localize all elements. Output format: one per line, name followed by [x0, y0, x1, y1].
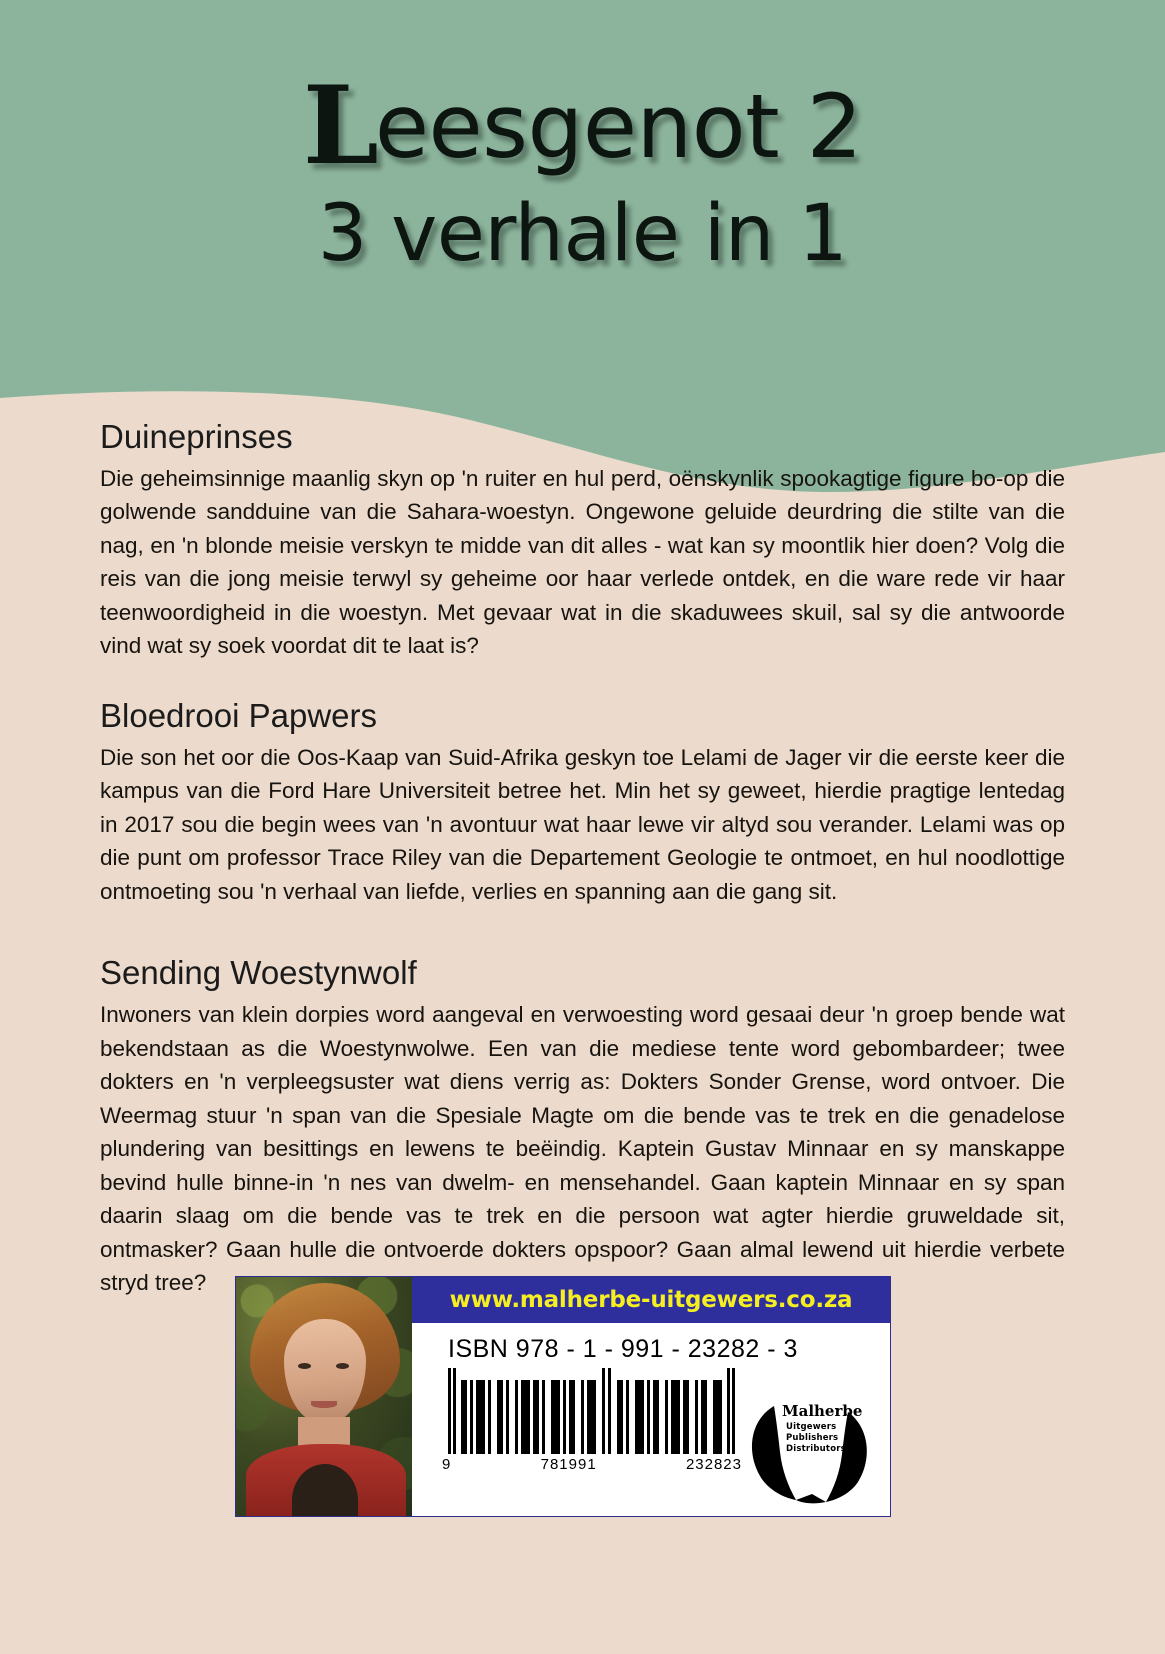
title-drop-cap: L	[302, 63, 369, 189]
author-photo	[236, 1277, 412, 1516]
publisher-logo	[744, 1390, 876, 1506]
story-body-1: Die geheimsinnige maanlig skyn op 'n ruiter en hul perd, oënskynlik spookagtige figure bo-op die golwende sandduine van die Sahara-woestyn. Ongewone geluide deurdring die stilte van die nag, en 'n blonde meisie verskyn te midde van dit alles - wat kan sy moontlik hier doen? Volg die reis van die jong meisie terwyl sy geheime oor haar verlede ontdek, en die ware rede vir haar teenwoordigheid in die woestyn. Met gevaar wat in die skaduwees skuil, sal sy die antwoorde vind wat sy soek voordat dit te laat is?	[100, 465, 1065, 659]
barcode-digit-group-1: 781991	[540, 1456, 597, 1473]
isbn-panel	[235, 1276, 891, 1517]
publisher-website-link[interactable]: www.malherbe-uitgewers.co.za	[412, 1277, 890, 1323]
story-block-sending-woestynwolf	[100, 954, 1065, 1299]
publisher-logo-line-2: Publishers	[786, 1433, 839, 1443]
story-body-3: Inwoners van klein dorpies word aangeval en verwoesting word gesaai deur 'n groep bende wat bekendstaan as die Woestynwolwe. Een van die mediese tente word gebombardeer; twee dokters en 'n verpleegsuster wat diens verrig as: Dokters Sonder Grense, word ontvoer. Die Weermag stuur 'n span van die Spesiale Magte om die bende vas te trek en die genadelose plundering van besittings en lewens te beëindig. Kaptein Gustav Minnaar en sy manskappe bevind hulle binne-in 'n nes van dwelm- en mensehandel. Gaan kaptein Minnaar en sy span daarin slaag om die bende vas te trek en die persoon wat agter hierdie gruweldade sit, ontmasker? Gaan hulle die ontvoerde dokters opspoor? Gaan almal lewend uit hierdie verbete stryd tree?	[100, 1002, 1065, 1296]
ean13-barcode	[448, 1368, 744, 1454]
isbn-text: ISBN 978 - 1 - 991 - 23282 - 3	[448, 1335, 798, 1363]
photo-eye-left	[298, 1363, 311, 1369]
barcode-digits	[442, 1456, 742, 1473]
blurb-content	[100, 418, 1065, 1330]
story-title-1: Duineprinses	[100, 418, 293, 455]
publisher-logo-line-3: Distributors	[786, 1444, 846, 1454]
publisher-logo-name: Malherbe	[782, 1402, 863, 1420]
barcode-area	[412, 1323, 890, 1516]
story-title-3: Sending Woestynwolf	[100, 954, 417, 992]
title-rest: eesgenot 2	[374, 75, 863, 178]
photo-eye-right	[336, 1363, 349, 1369]
story-block-duineprinses	[100, 418, 1065, 663]
publisher-logo-line-1: Uitgewers	[786, 1422, 837, 1432]
page-subtitle: 3 verhale in 1	[317, 189, 848, 280]
story-title-2: Bloedrooi Papwers	[100, 696, 377, 734]
story-body-2: Die son het oor die Oos-Kaap van Suid-Afrika geskyn toe Lelami de Jager vir die eerste keer die kampus van die Ford Hare Universiteit betree het. Min het sy geweet, hierdie pragtige lentedag in 2017 sou die begin wees van 'n avontuur wat haar lewe vir altyd sou verander. Lelami was op die punt om professor Trace Riley van die Departement Geologie te ontmoet, en hul noodlottige ontmoeting sou 'n verhaal van liefde, verlies en spanning aan die gang sit.	[100, 744, 1065, 904]
photo-mouth	[311, 1401, 337, 1408]
barcode-digit-check: 9	[442, 1456, 452, 1473]
story-block-bloedrooi-papwers	[100, 697, 1065, 908]
isbn-right-column	[412, 1277, 890, 1516]
barcode-digit-group-2: 232823	[685, 1456, 742, 1473]
barcode-left-column	[426, 1331, 798, 1510]
